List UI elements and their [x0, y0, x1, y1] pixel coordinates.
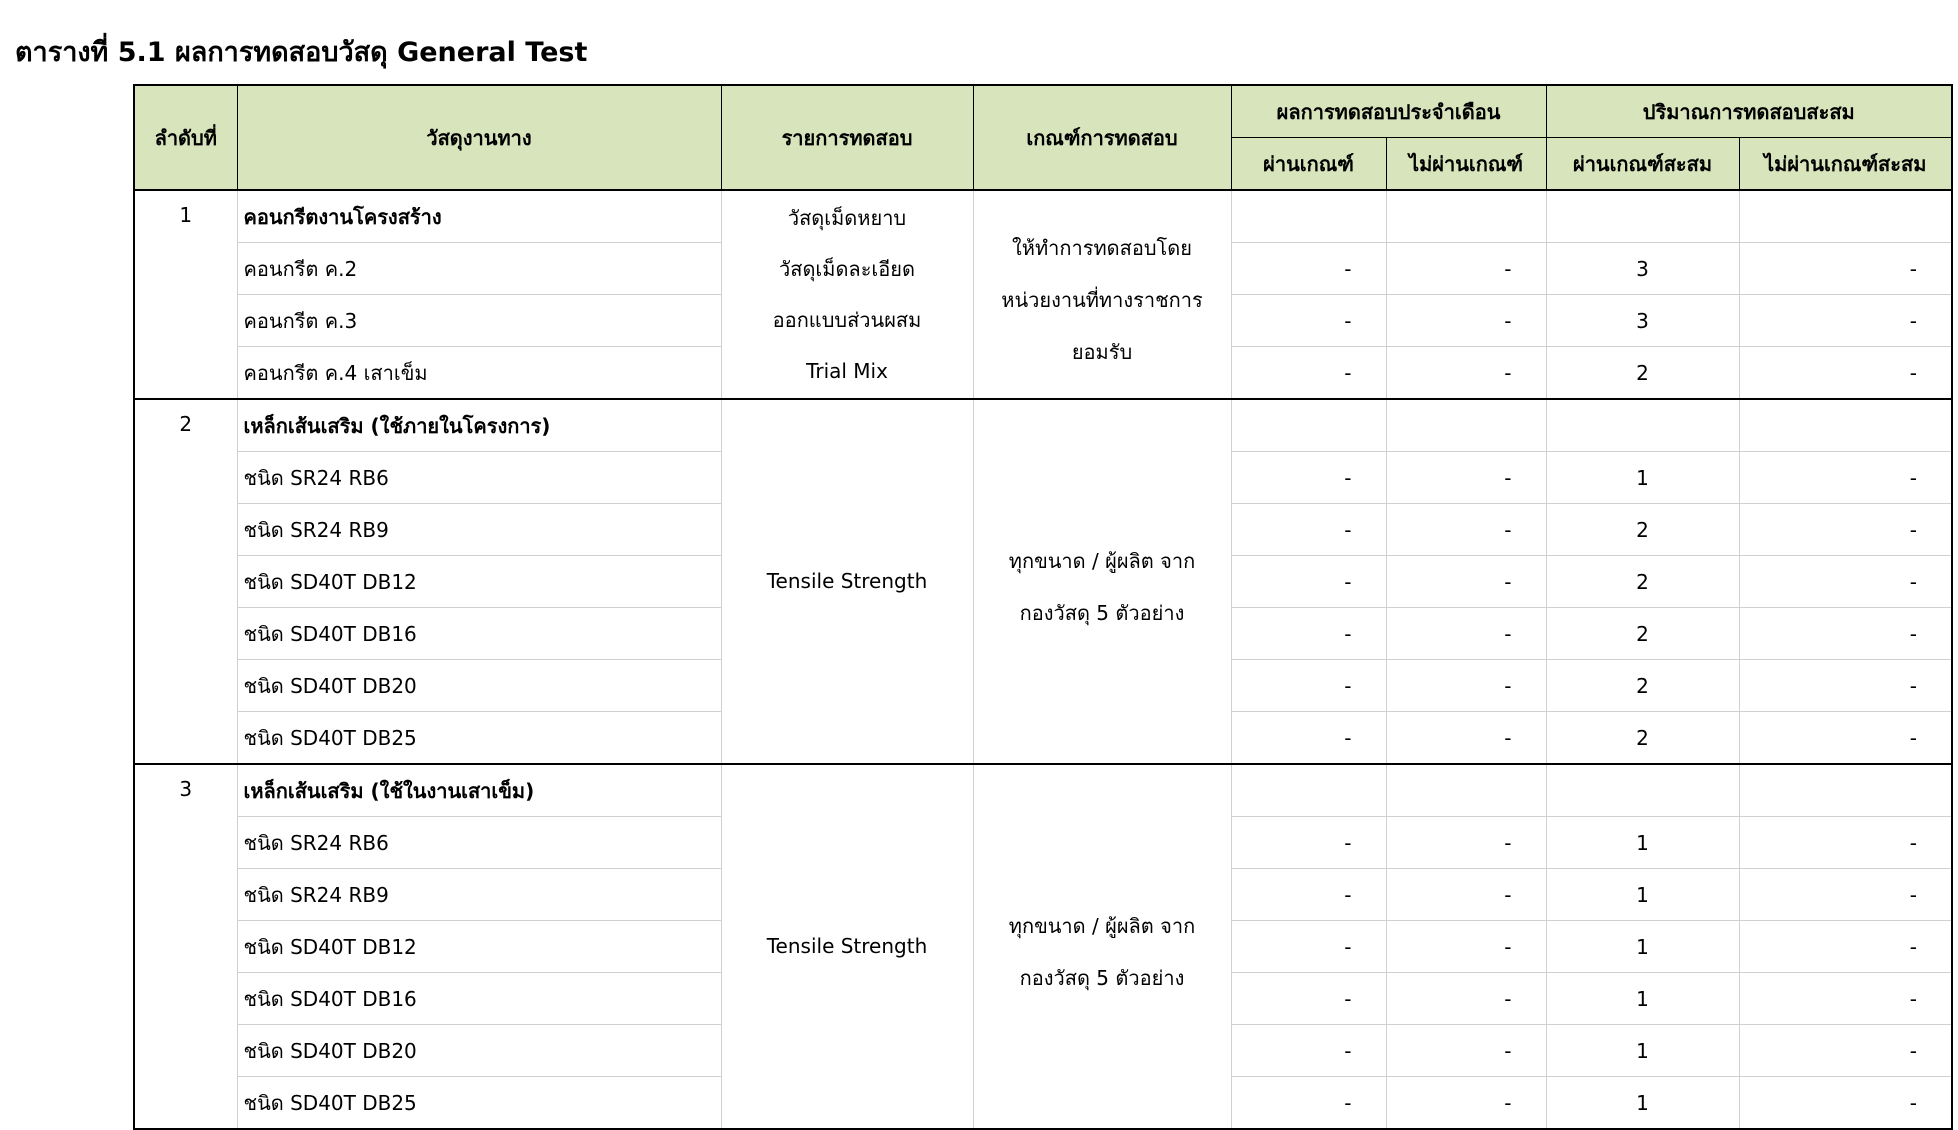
fail-cumulative-cell: -: [1739, 1077, 1952, 1130]
pass-cell: [1231, 190, 1386, 243]
pass-cumulative-cell: 2: [1546, 556, 1739, 608]
fail-cumulative-cell: [1739, 190, 1952, 243]
fail-cell: -: [1386, 556, 1546, 608]
criteria-line: กองวัสดุ 5 ตัวอย่าง: [1019, 600, 1185, 625]
material-cell: ชนิด SR24 RB9: [237, 869, 721, 921]
pass-cumulative-cell: 2: [1546, 712, 1739, 765]
fail-cell: -: [1386, 973, 1546, 1025]
criteria-line: ให้ทำการทดสอบโดย: [1012, 235, 1192, 260]
fail-cell: -: [1386, 608, 1546, 660]
group-number: 2: [134, 399, 237, 764]
table-row: [134, 764, 1952, 817]
fail-cell: -: [1386, 869, 1546, 921]
pass-cell: -: [1231, 452, 1386, 504]
group-3: [134, 764, 1952, 1129]
pass-cumulative-cell: [1546, 190, 1739, 243]
pass-cell: -: [1231, 921, 1386, 973]
pass-cumulative-cell: 2: [1546, 608, 1739, 660]
fail-cell: -: [1386, 817, 1546, 869]
fail-cell: -: [1386, 660, 1546, 712]
pass-cumulative-cell: 3: [1546, 295, 1739, 347]
pass-cell: -: [1231, 712, 1386, 765]
pass-cumulative-cell: 1: [1546, 1077, 1739, 1130]
fail-cumulative-cell: -: [1739, 973, 1952, 1025]
pass-cell: [1231, 764, 1386, 817]
group-1: [134, 190, 1952, 399]
material-cell: ชนิด SR24 RB9: [237, 504, 721, 556]
material-cell: ชนิด SD40T DB16: [237, 973, 721, 1025]
pass-cell: -: [1231, 1025, 1386, 1077]
criteria-cell: [973, 764, 1231, 1129]
pass-cumulative-cell: [1546, 399, 1739, 452]
group-number: 1: [134, 190, 237, 399]
test-results-table: [133, 84, 1953, 1130]
pass-cumulative-cell: 1: [1546, 817, 1739, 869]
material-cell: ชนิด SR24 RB6: [237, 817, 721, 869]
test-item-line: Trial Mix: [806, 358, 888, 383]
pass-cumulative-cell: 1: [1546, 869, 1739, 921]
pass-cell: -: [1231, 869, 1386, 921]
header-criteria: เกณฑ์การทดสอบ: [973, 85, 1231, 190]
fail-cumulative-cell: -: [1739, 295, 1952, 347]
header-no: ลำดับที่: [134, 85, 237, 190]
pass-cumulative-cell: 3: [1546, 243, 1739, 295]
test-item-cell: Tensile Strength: [721, 399, 973, 764]
fail-cell: [1386, 764, 1546, 817]
fail-cumulative-cell: -: [1739, 608, 1952, 660]
fail-cell: -: [1386, 504, 1546, 556]
fail-cumulative-cell: -: [1739, 817, 1952, 869]
test-item-line: วัสดุเม็ดละเอียด: [779, 256, 915, 281]
pass-cell: -: [1231, 347, 1386, 400]
header-cumulative: ปริมาณการทดสอบสะสม: [1546, 85, 1952, 138]
table-row: [134, 190, 1952, 243]
fail-cumulative-cell: -: [1739, 660, 1952, 712]
group-material-title: คอนกรีตงานโครงสร้าง: [237, 190, 721, 243]
pass-cumulative-cell: 1: [1546, 452, 1739, 504]
material-cell: ชนิด SD40T DB12: [237, 556, 721, 608]
header-fail: ไม่ผ่านเกณฑ์: [1386, 138, 1546, 191]
header-monthly: ผลการทดสอบประจำเดือน: [1231, 85, 1546, 138]
test-item-cell: [721, 190, 973, 399]
material-cell: ชนิด SD40T DB12: [237, 921, 721, 973]
pass-cumulative-cell: 2: [1546, 504, 1739, 556]
header-material: วัสดุงานทาง: [237, 85, 721, 190]
fail-cell: -: [1386, 712, 1546, 765]
fail-cell: -: [1386, 452, 1546, 504]
group-material-title: เหล็กเส้นเสริม (ใช้ภายในโครงการ): [237, 399, 721, 452]
header-test-item: รายการทดสอบ: [721, 85, 973, 190]
criteria-line: ยอมรับ: [1071, 339, 1133, 364]
pass-cell: -: [1231, 295, 1386, 347]
material-cell: ชนิด SD40T DB25: [237, 1077, 721, 1130]
pass-cumulative-cell: 2: [1546, 660, 1739, 712]
fail-cell: -: [1386, 347, 1546, 400]
criteria-cell: [973, 399, 1231, 764]
material-cell: คอนกรีต ค.2: [237, 243, 721, 295]
test-item-line: วัสดุเม็ดหยาบ: [787, 205, 907, 230]
criteria-cell: [973, 190, 1231, 399]
header-pass-cumulative: ผ่านเกณฑ์สะสม: [1546, 138, 1739, 191]
fail-cell: [1386, 399, 1546, 452]
pass-cell: [1231, 399, 1386, 452]
header-pass: ผ่านเกณฑ์: [1231, 138, 1386, 191]
fail-cumulative-cell: -: [1739, 556, 1952, 608]
fail-cumulative-cell: -: [1739, 243, 1952, 295]
material-cell: ชนิด SR24 RB6: [237, 452, 721, 504]
pass-cell: -: [1231, 504, 1386, 556]
page-title: ตารางที่ 5.1 ผลการทดสอบวัสดุ General Test: [15, 37, 588, 68]
pass-cumulative-cell: 1: [1546, 1025, 1739, 1077]
fail-cumulative-cell: [1739, 764, 1952, 817]
group-material-title: เหล็กเส้นเสริม (ใช้ในงานเสาเข็ม): [237, 764, 721, 817]
pass-cell: -: [1231, 817, 1386, 869]
material-cell: ชนิด SD40T DB25: [237, 712, 721, 765]
material-cell: ชนิด SD40T DB16: [237, 608, 721, 660]
fail-cell: [1386, 190, 1546, 243]
group-number: 3: [134, 764, 237, 1129]
table-row: [134, 399, 1952, 452]
fail-cell: -: [1386, 1025, 1546, 1077]
fail-cell: -: [1386, 1077, 1546, 1130]
pass-cell: -: [1231, 660, 1386, 712]
pass-cumulative-cell: [1546, 764, 1739, 817]
fail-cell: -: [1386, 243, 1546, 295]
fail-cumulative-cell: -: [1739, 712, 1952, 765]
pass-cell: -: [1231, 1077, 1386, 1130]
pass-cell: -: [1231, 973, 1386, 1025]
table-header: [134, 85, 1952, 190]
fail-cumulative-cell: -: [1739, 921, 1952, 973]
fail-cumulative-cell: -: [1739, 869, 1952, 921]
fail-cumulative-cell: -: [1739, 347, 1952, 400]
pass-cumulative-cell: 2: [1546, 347, 1739, 400]
header-fail-cumulative: ไม่ผ่านเกณฑ์สะสม: [1739, 138, 1952, 191]
material-cell: คอนกรีต ค.4 เสาเข็ม: [237, 347, 721, 400]
group-2: [134, 399, 1952, 764]
fail-cell: -: [1386, 295, 1546, 347]
criteria-line: กองวัสดุ 5 ตัวอย่าง: [1019, 965, 1185, 990]
fail-cumulative-cell: -: [1739, 504, 1952, 556]
pass-cell: -: [1231, 243, 1386, 295]
fail-cumulative-cell: -: [1739, 452, 1952, 504]
fail-cumulative-cell: -: [1739, 1025, 1952, 1077]
pass-cell: -: [1231, 608, 1386, 660]
fail-cumulative-cell: [1739, 399, 1952, 452]
test-item-cell: Tensile Strength: [721, 764, 973, 1129]
material-cell: ชนิด SD40T DB20: [237, 660, 721, 712]
test-item-line: ออกแบบส่วนผสม: [772, 307, 922, 332]
pass-cell: -: [1231, 556, 1386, 608]
criteria-line: ทุกขนาด / ผู้ผลิต จาก: [1008, 548, 1196, 573]
pass-cumulative-cell: 1: [1546, 921, 1739, 973]
criteria-line: ทุกขนาด / ผู้ผลิต จาก: [1008, 913, 1196, 938]
fail-cell: -: [1386, 921, 1546, 973]
criteria-line: หน่วยงานที่ทางราชการ: [1001, 287, 1203, 312]
material-cell: คอนกรีต ค.3: [237, 295, 721, 347]
pass-cumulative-cell: 1: [1546, 973, 1739, 1025]
material-cell: ชนิด SD40T DB20: [237, 1025, 721, 1077]
